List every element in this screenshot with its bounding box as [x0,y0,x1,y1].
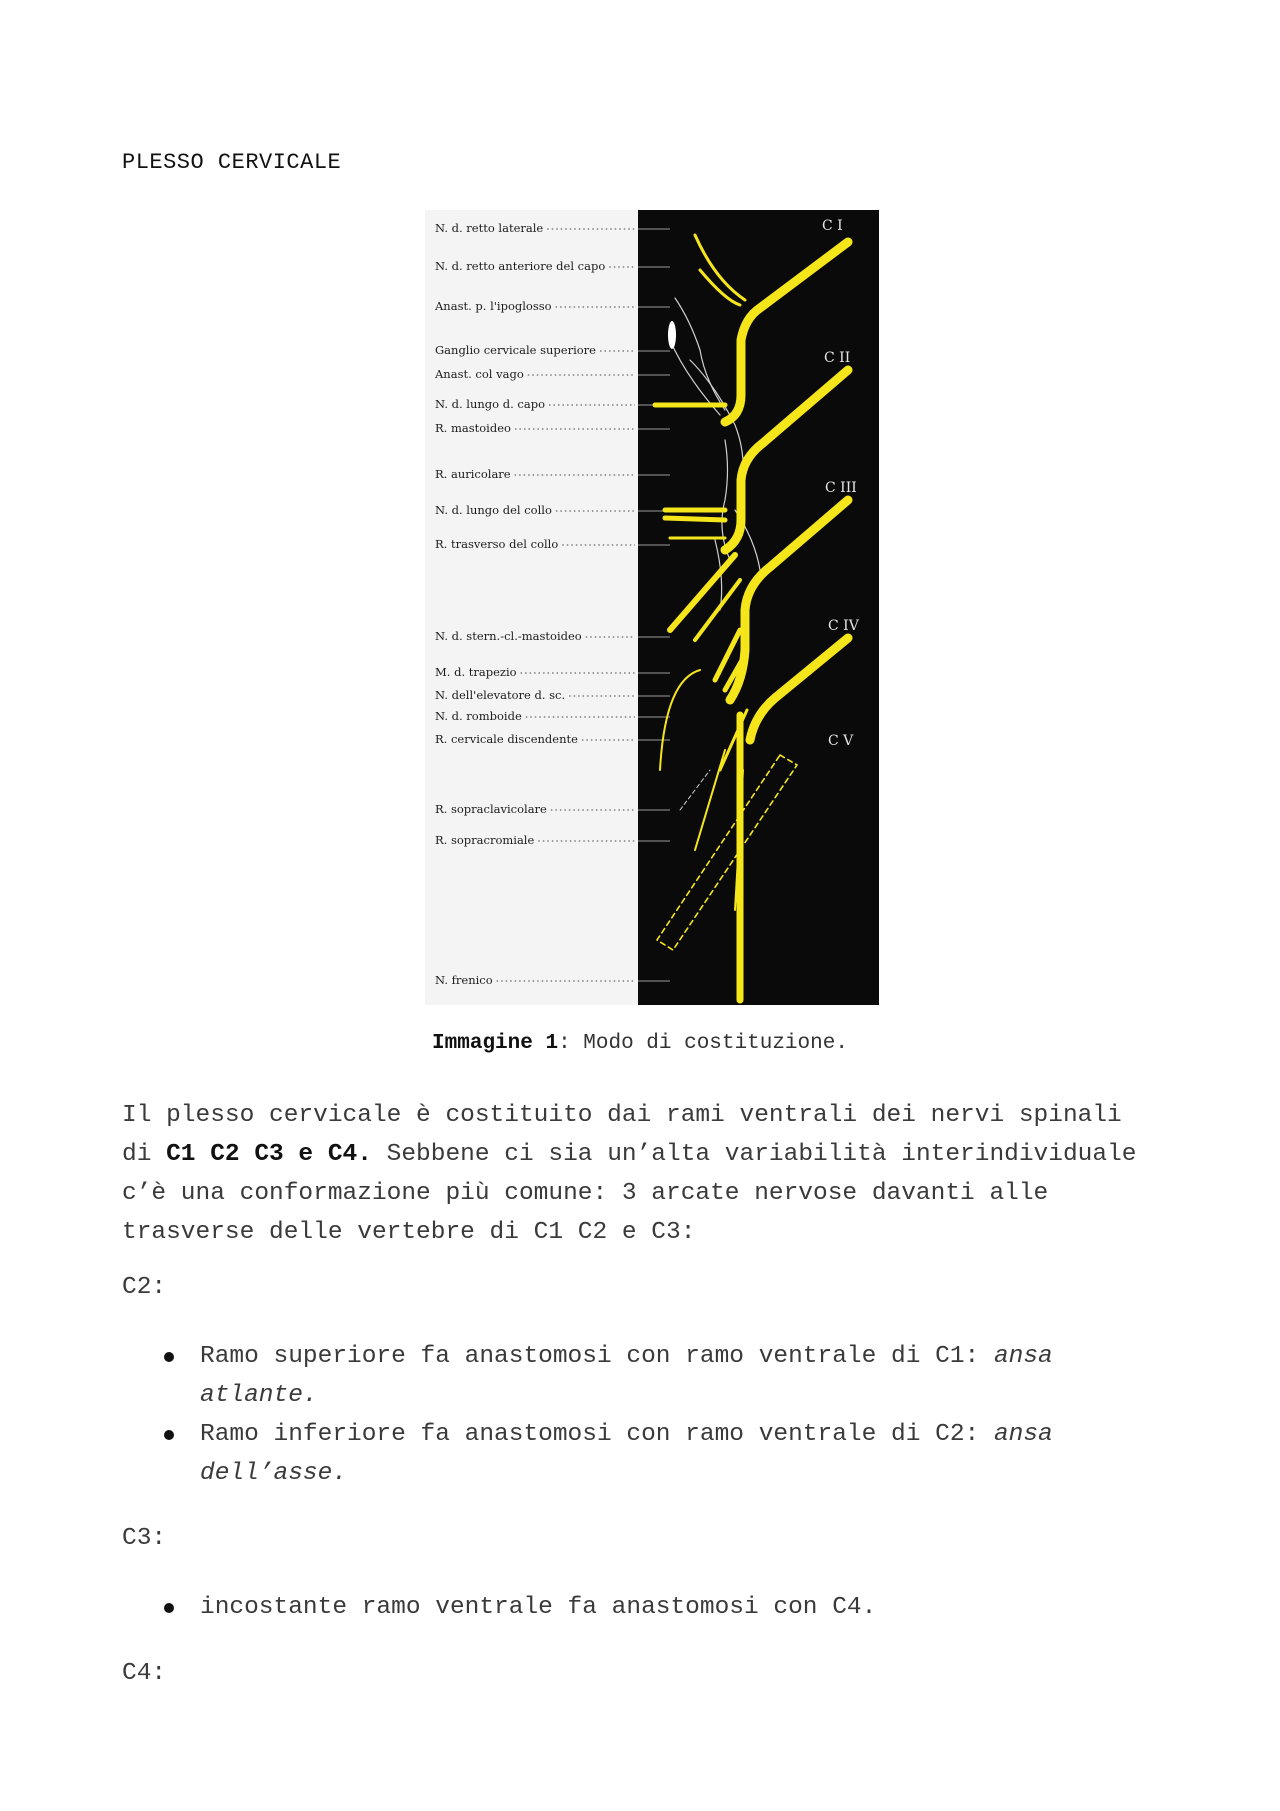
list-item [160,1588,1120,1627]
list-item [160,1415,1120,1493]
segment-label: C II [824,350,851,366]
figure-label: N. d. retto anteriore del capo [435,259,606,273]
intro-bold: C1 C2 C3 e C4. [166,1141,372,1168]
bullet-icon [164,1352,174,1362]
figure-label: Anast. p. l'ipoglosso [435,299,552,313]
segment-label: C V [828,733,854,749]
segment-label: C I [822,218,843,234]
list-item-text: Ramo superiore fa anastomosi con ramo ventrale di C1: [200,1343,994,1370]
list-item-text: incostante ramo ventrale fa anastomosi con C4. [200,1594,877,1621]
list-item-emphasis: ansa atlante. [200,1343,1053,1409]
figure-label: R. auricolare [435,467,511,481]
figure-label: R. trasverso del collo [435,537,559,551]
figure-label: R. sopraclavicolare [435,802,547,816]
list-item-text: Ramo inferiore fa anastomosi con ramo ventrale di C2: [200,1421,994,1448]
figure-label: R. mastoideo [435,421,511,435]
figure-label: N. d. retto laterale [435,221,544,235]
intro-part1: Il plesso cervicale è costituito dai rami ventrali dei nervi spinali di [122,1102,1122,1168]
figure-label: N. d. romboide [435,709,522,723]
figure-label: R. cervicale discendente [435,732,578,746]
ganglion-shape [668,321,676,349]
figure-label: R. sopracromiale [435,833,535,847]
intro-part2: Sebbene ci sia un’alta variabilità interindividuale c’è una conformazione più comune: 3 arcate nervose davanti alle trasverse delle vertebre di C1 C2 e C3: [122,1141,1137,1246]
section-heading-c3: C3: [122,1525,167,1552]
section-heading-c4: C4: [122,1660,167,1687]
figure-label: M. d. trapezio [435,665,517,679]
caption-label: Immagine 1 [432,1032,559,1055]
cervical-plexus-figure [425,210,879,1005]
list-item-emphasis: ansa dell’asse. [200,1421,1053,1487]
figure-label: N. dell'elevatore d. sc. [435,688,566,702]
segment-label: C IV [828,618,859,634]
bullet-icon [164,1430,174,1440]
figure-label: Ganglio cervicale superiore [435,343,596,357]
list-c2 [160,1337,1120,1493]
figure-label: N. frenico [435,973,493,987]
list-item [160,1337,1120,1415]
figure-label: N. d. lungo d. capo [435,397,545,411]
section-heading-c2: C2: [122,1274,167,1301]
segment-label: C III [825,480,857,496]
intro-paragraph [122,1096,1162,1252]
caption-text: : Modo di costituzione. [558,1032,848,1055]
figure-label: Anast. col vago [435,367,524,381]
figure-label: N. d. stern.-cl.-mastoideo [435,629,582,643]
figure-caption [0,1032,1280,1055]
list-c3 [160,1588,1120,1627]
page-title: PLESSO CERVICALE [122,150,342,175]
bullet-icon [164,1603,174,1613]
figure-label: N. d. lungo del collo [435,503,552,517]
